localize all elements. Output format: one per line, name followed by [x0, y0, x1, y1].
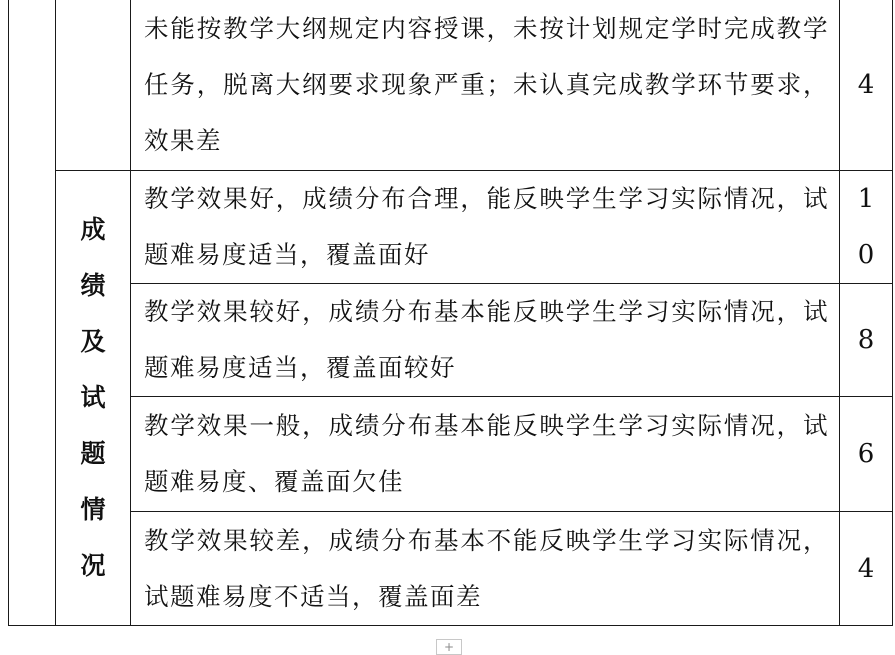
description-cell [131, 397, 840, 512]
table-row [9, 512, 893, 626]
table-row [9, 171, 893, 284]
category-label: 成绩及试题情况 [80, 215, 106, 580]
table-row [9, 397, 893, 512]
description-cell [131, 0, 840, 171]
evaluation-table [8, 0, 893, 626]
score-value: 10 [857, 184, 875, 270]
score-cell [840, 0, 893, 171]
criteria-text: 教学效果好，成绩分布合理，能反映学生学习实际情况，试题难易度适当，覆盖面好 [144, 184, 829, 269]
description-cell [131, 284, 840, 397]
score-value: 4 [857, 69, 875, 100]
description-cell [131, 512, 840, 626]
empty-category-cell [56, 0, 131, 171]
score-cell [840, 397, 893, 512]
score-cell [840, 171, 893, 284]
table-row [9, 0, 893, 171]
criteria-text: 未能按教学大纲规定内容授课，未按计划规定学时完成教学任务，脱离大纲要求现象严重；未认真完成教学环节要求，效果差 [144, 13, 829, 155]
score-value: 8 [857, 325, 875, 355]
description-cell [131, 171, 840, 284]
add-row-button[interactable] [436, 639, 462, 655]
criteria-text: 教学效果较差，成绩分布基本不能反映学生学习实际情况，试题难易度不适当，覆盖面差 [144, 525, 829, 611]
category-cell [56, 171, 131, 626]
criteria-text: 教学效果一般，成绩分布基本能反映学生学习实际情况，试题难易度、覆盖面欠佳 [144, 411, 829, 496]
plus-icon: + [443, 640, 455, 654]
score-cell [840, 284, 893, 397]
table-row [9, 284, 893, 397]
outer-column-cell [9, 0, 56, 626]
score-cell [840, 512, 893, 626]
score-value: 6 [857, 439, 875, 469]
score-value: 4 [857, 553, 875, 584]
criteria-text: 教学效果较好，成绩分布基本能反映学生学习实际情况，试题难易度适当，覆盖面较好 [144, 297, 829, 382]
